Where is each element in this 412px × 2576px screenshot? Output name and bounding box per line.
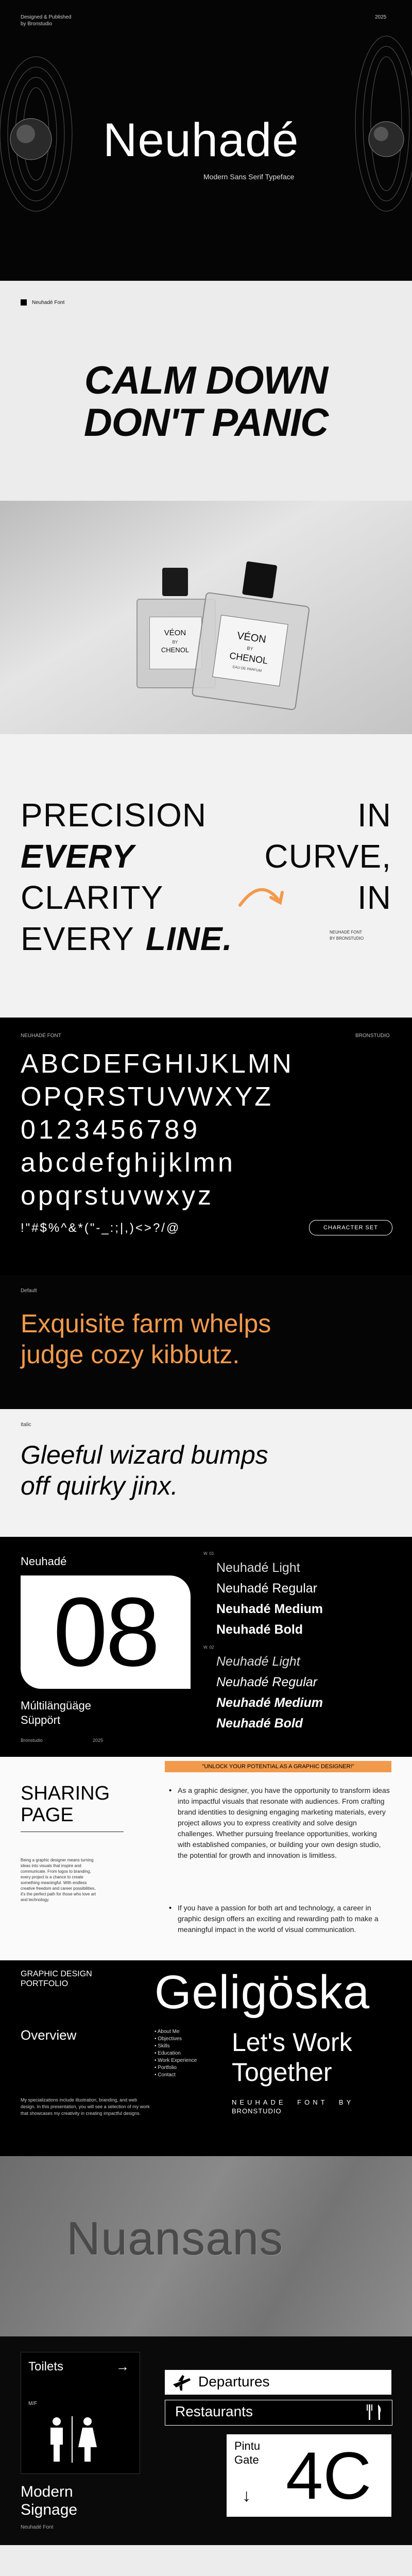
- gleeful-label: Italic: [21, 1422, 31, 1428]
- precision-credit-1: NEUHADÉ FONT: [330, 930, 363, 935]
- sharing-title-1: SHARING: [21, 1783, 110, 1804]
- charset-lower-2: opqrstuvwxyz: [21, 1181, 214, 1211]
- weights-year: 2025: [93, 1738, 104, 1743]
- toilets-arrow-icon: →: [116, 2359, 129, 2374]
- cover-year: 2025: [375, 14, 387, 20]
- calm-square-mark: [21, 299, 27, 306]
- calm-section: [0, 281, 412, 501]
- cutlery-icon: [366, 2403, 384, 2421]
- sharing-bullet-1: •: [169, 1786, 172, 1795]
- spiral-orb-right-graphic: [330, 21, 412, 227]
- weight-light-italic: Neuhadé Light: [216, 1654, 300, 1669]
- precision-word-clarity: CLARITY: [21, 879, 164, 916]
- precision-line-3: [21, 878, 391, 917]
- right-perfume-bottle: [192, 556, 313, 708]
- gleeful-section: [0, 1409, 412, 1537]
- portfolio-font-line-1: NEUHADE FONT BY: [232, 2098, 354, 2106]
- precision-word-line: LINE.: [145, 920, 233, 957]
- calm-line-2: DON'T PANIC: [83, 401, 329, 445]
- weight-group-1: [216, 1557, 323, 1640]
- precision-word-precision: PRECISION: [21, 796, 207, 834]
- letswork-line-1: Let's Work: [232, 2028, 352, 2057]
- precision-credit-2: BY BRONSTUDIO: [330, 936, 364, 941]
- menu-work-experience[interactable]: • Work Experience: [154, 2058, 197, 2063]
- by-studio-text: by Bronstudio: [21, 21, 53, 27]
- charset-symbols: !"#$%^&*("-_:;|,)<>?/@: [21, 1221, 181, 1235]
- multi-language-2: Süppört: [21, 1714, 61, 1726]
- weight-light: Neuhadé Light: [216, 1561, 300, 1575]
- charset-digits: 0123456789: [21, 1115, 201, 1145]
- sharing-bullet-2: •: [169, 1904, 172, 1912]
- exquisite-line-1: Exquisite farm whelps: [21, 1309, 271, 1338]
- exquisite-line-2: judge cozy kibbutz.: [21, 1340, 240, 1369]
- weight-group-1-label: W. 01: [203, 1551, 214, 1556]
- signage-font-label: Neuhadé Font: [21, 2524, 54, 2530]
- gleeful-line-1: Gleeful wizard bumps: [21, 1440, 268, 1469]
- weight-group-2-label: W. 02: [203, 1645, 214, 1650]
- weight-bold: Neuhadé Bold: [216, 1622, 303, 1637]
- precision-word-curve: CURVE,: [264, 838, 391, 875]
- right-bottle-sub: CHENOL: [229, 650, 269, 666]
- bags-section: [0, 2545, 412, 2576]
- precision-section: [0, 734, 412, 1018]
- weights-brand: Neuhadé: [21, 1555, 67, 1568]
- gate-arrow-icon: ↓: [242, 2486, 251, 2505]
- sharing-banner: "UNLOCK YOUR POTENTIAL AS A GRAPHIC DESIGNER!": [165, 1761, 391, 1772]
- exquisite-label: Default: [21, 1288, 37, 1294]
- portfolio-section: [0, 1960, 412, 2156]
- portfolio-heading-2: PORTFOLIO: [21, 1979, 68, 1988]
- gate-number: 4C: [286, 2438, 372, 2513]
- gate-pintu: Pintu: [234, 2439, 261, 2452]
- charset-right-label: BRONSTUDIO: [355, 1033, 390, 1039]
- menu-about-me[interactable]: • About Me: [154, 2029, 180, 2035]
- menu-objectives[interactable]: • Objectives: [154, 2036, 182, 2042]
- cover-section: [0, 0, 412, 281]
- perfume-section: [0, 501, 412, 734]
- cover-subtitle: Modern Sans Serif Typeface: [203, 173, 295, 181]
- portfolio-desc: My specializations include illustration, branding, and web design. In this presentation, you will see a selection of my work that showcases my creativity in creating impactful designs.: [21, 2097, 150, 2116]
- gleeful-line-2: off quirky jinx.: [21, 1471, 178, 1500]
- multi-language-1: Múltilängüäge: [21, 1699, 91, 1712]
- portfolio-font-line-2: BRONSTUDIO: [232, 2107, 282, 2115]
- charset-uppercase-2: OPQRSTUVWXYZ: [21, 1082, 273, 1112]
- menu-portfolio[interactable]: • Portfolio: [154, 2065, 177, 2071]
- menu-skills[interactable]: • Skills: [154, 2043, 170, 2049]
- curve-arrow-icon: [235, 882, 286, 913]
- toilets-label: Toilets: [28, 2360, 64, 2374]
- signage-section: [0, 2336, 412, 2576]
- portfolio-overview: Overview: [21, 2027, 77, 2043]
- nuansans-word: Nuansans: [67, 2213, 284, 2265]
- weight-group-2: [216, 1651, 323, 1734]
- calm-line-1: CALM DOWN: [84, 359, 328, 402]
- sharing-para-1: As a graphic designer, you have the opportunity to transform ideas into impactful visuals that resonate with audiences. From crafting brand identities to designing engaging marketing materials, every project allows you to express creativity and solve design challenges. Whether pursuing freelance opportunities, working with established companies, or building your own design studio, the potential for growth and innovation is limitless.: [178, 1786, 390, 1859]
- charset-uppercase-1: ABCDEFGHIJKLMN: [21, 1049, 294, 1079]
- right-bottle-by: BY: [246, 645, 254, 652]
- weights-section: [0, 1537, 412, 1757]
- exquisite-section: [0, 1275, 412, 1409]
- weight-medium-italic: Neuhadé Medium: [216, 1696, 323, 1710]
- character-set-button[interactable]: CHARACTER SET: [309, 1220, 392, 1235]
- letswork-line-2: Together: [232, 2058, 332, 2087]
- departures-label: Departures: [198, 2374, 270, 2389]
- charset-left-label: NEUHADÉ FONT: [21, 1033, 61, 1039]
- precision-word-in: IN: [357, 796, 391, 834]
- left-bottle-brand: VÉON: [164, 629, 186, 637]
- portfolio-menu: [154, 2028, 197, 2079]
- portfolio-big-word: Geligöska: [154, 1966, 370, 2019]
- male-female-icon: [41, 2416, 103, 2463]
- sharing-title-2: PAGE: [21, 1804, 74, 1826]
- portfolio-heading-1: GRAPHIC DESIGN: [21, 1970, 92, 1978]
- toilets-mf: M/F: [28, 2401, 38, 2406]
- calm-font-label: Neuhadé Font: [32, 300, 65, 306]
- left-bottle-sub: CHENOL: [161, 646, 190, 654]
- modern-signage-1: Modern: [21, 2483, 73, 2500]
- restaurants-label: Restaurants: [175, 2403, 253, 2419]
- right-bottle-brand: VÉON: [236, 630, 267, 646]
- weight-regular-italic: Neuhadé Regular: [216, 1675, 317, 1689]
- nuansans-section: [0, 2156, 412, 2336]
- precision-line-2: [21, 837, 391, 875]
- cover-title: Neuhadé: [103, 114, 299, 166]
- precision-word-every: EVERY: [21, 838, 134, 875]
- sharing-small-text: Being a graphic designer means turning ideas into visuals that inspire and communicate. From logos to branding, every project is a chance to create something meaningful. With endless creative freedom and career possibilities, it's the perfect path for those who love art and technology.: [21, 1858, 96, 1902]
- weights-studio: Bronstudio: [21, 1738, 43, 1743]
- weight-regular: Neuhadé Regular: [216, 1581, 317, 1596]
- weight-bold-italic: Neuhadé Bold: [216, 1716, 303, 1731]
- modern-signage-2: Signage: [21, 2501, 78, 2518]
- airplane-icon: [171, 2374, 192, 2392]
- menu-education[interactable]: • Education: [154, 2050, 181, 2056]
- sharing-section: [0, 1757, 412, 1960]
- right-bottle-small: EAU DE PARFUM: [232, 665, 262, 673]
- menu-contact[interactable]: • Contact: [154, 2072, 176, 2078]
- precision-word-in-2: IN: [357, 879, 391, 916]
- designed-by-text: Designed & Published: [21, 14, 72, 20]
- precision-word-every-2: EVERY: [21, 920, 134, 957]
- left-bottle-by: BY: [172, 640, 178, 645]
- precision-line-1: [21, 796, 391, 834]
- sharing-para-2: If you have a passion for both art and technology, a career in graphic design offers an exciting and rewarding path to make a meaningful impact in the world of visual communication.: [178, 1904, 379, 1934]
- gate-gate: Gate: [234, 2453, 259, 2466]
- spiral-orb-left-graphic: [0, 36, 98, 232]
- charset-lower-1: abcdefghijklmn: [21, 1148, 235, 1178]
- big-number: 08: [53, 1578, 158, 1687]
- charset-section: [0, 1018, 412, 1275]
- weight-medium: Neuhadé Medium: [216, 1602, 323, 1616]
